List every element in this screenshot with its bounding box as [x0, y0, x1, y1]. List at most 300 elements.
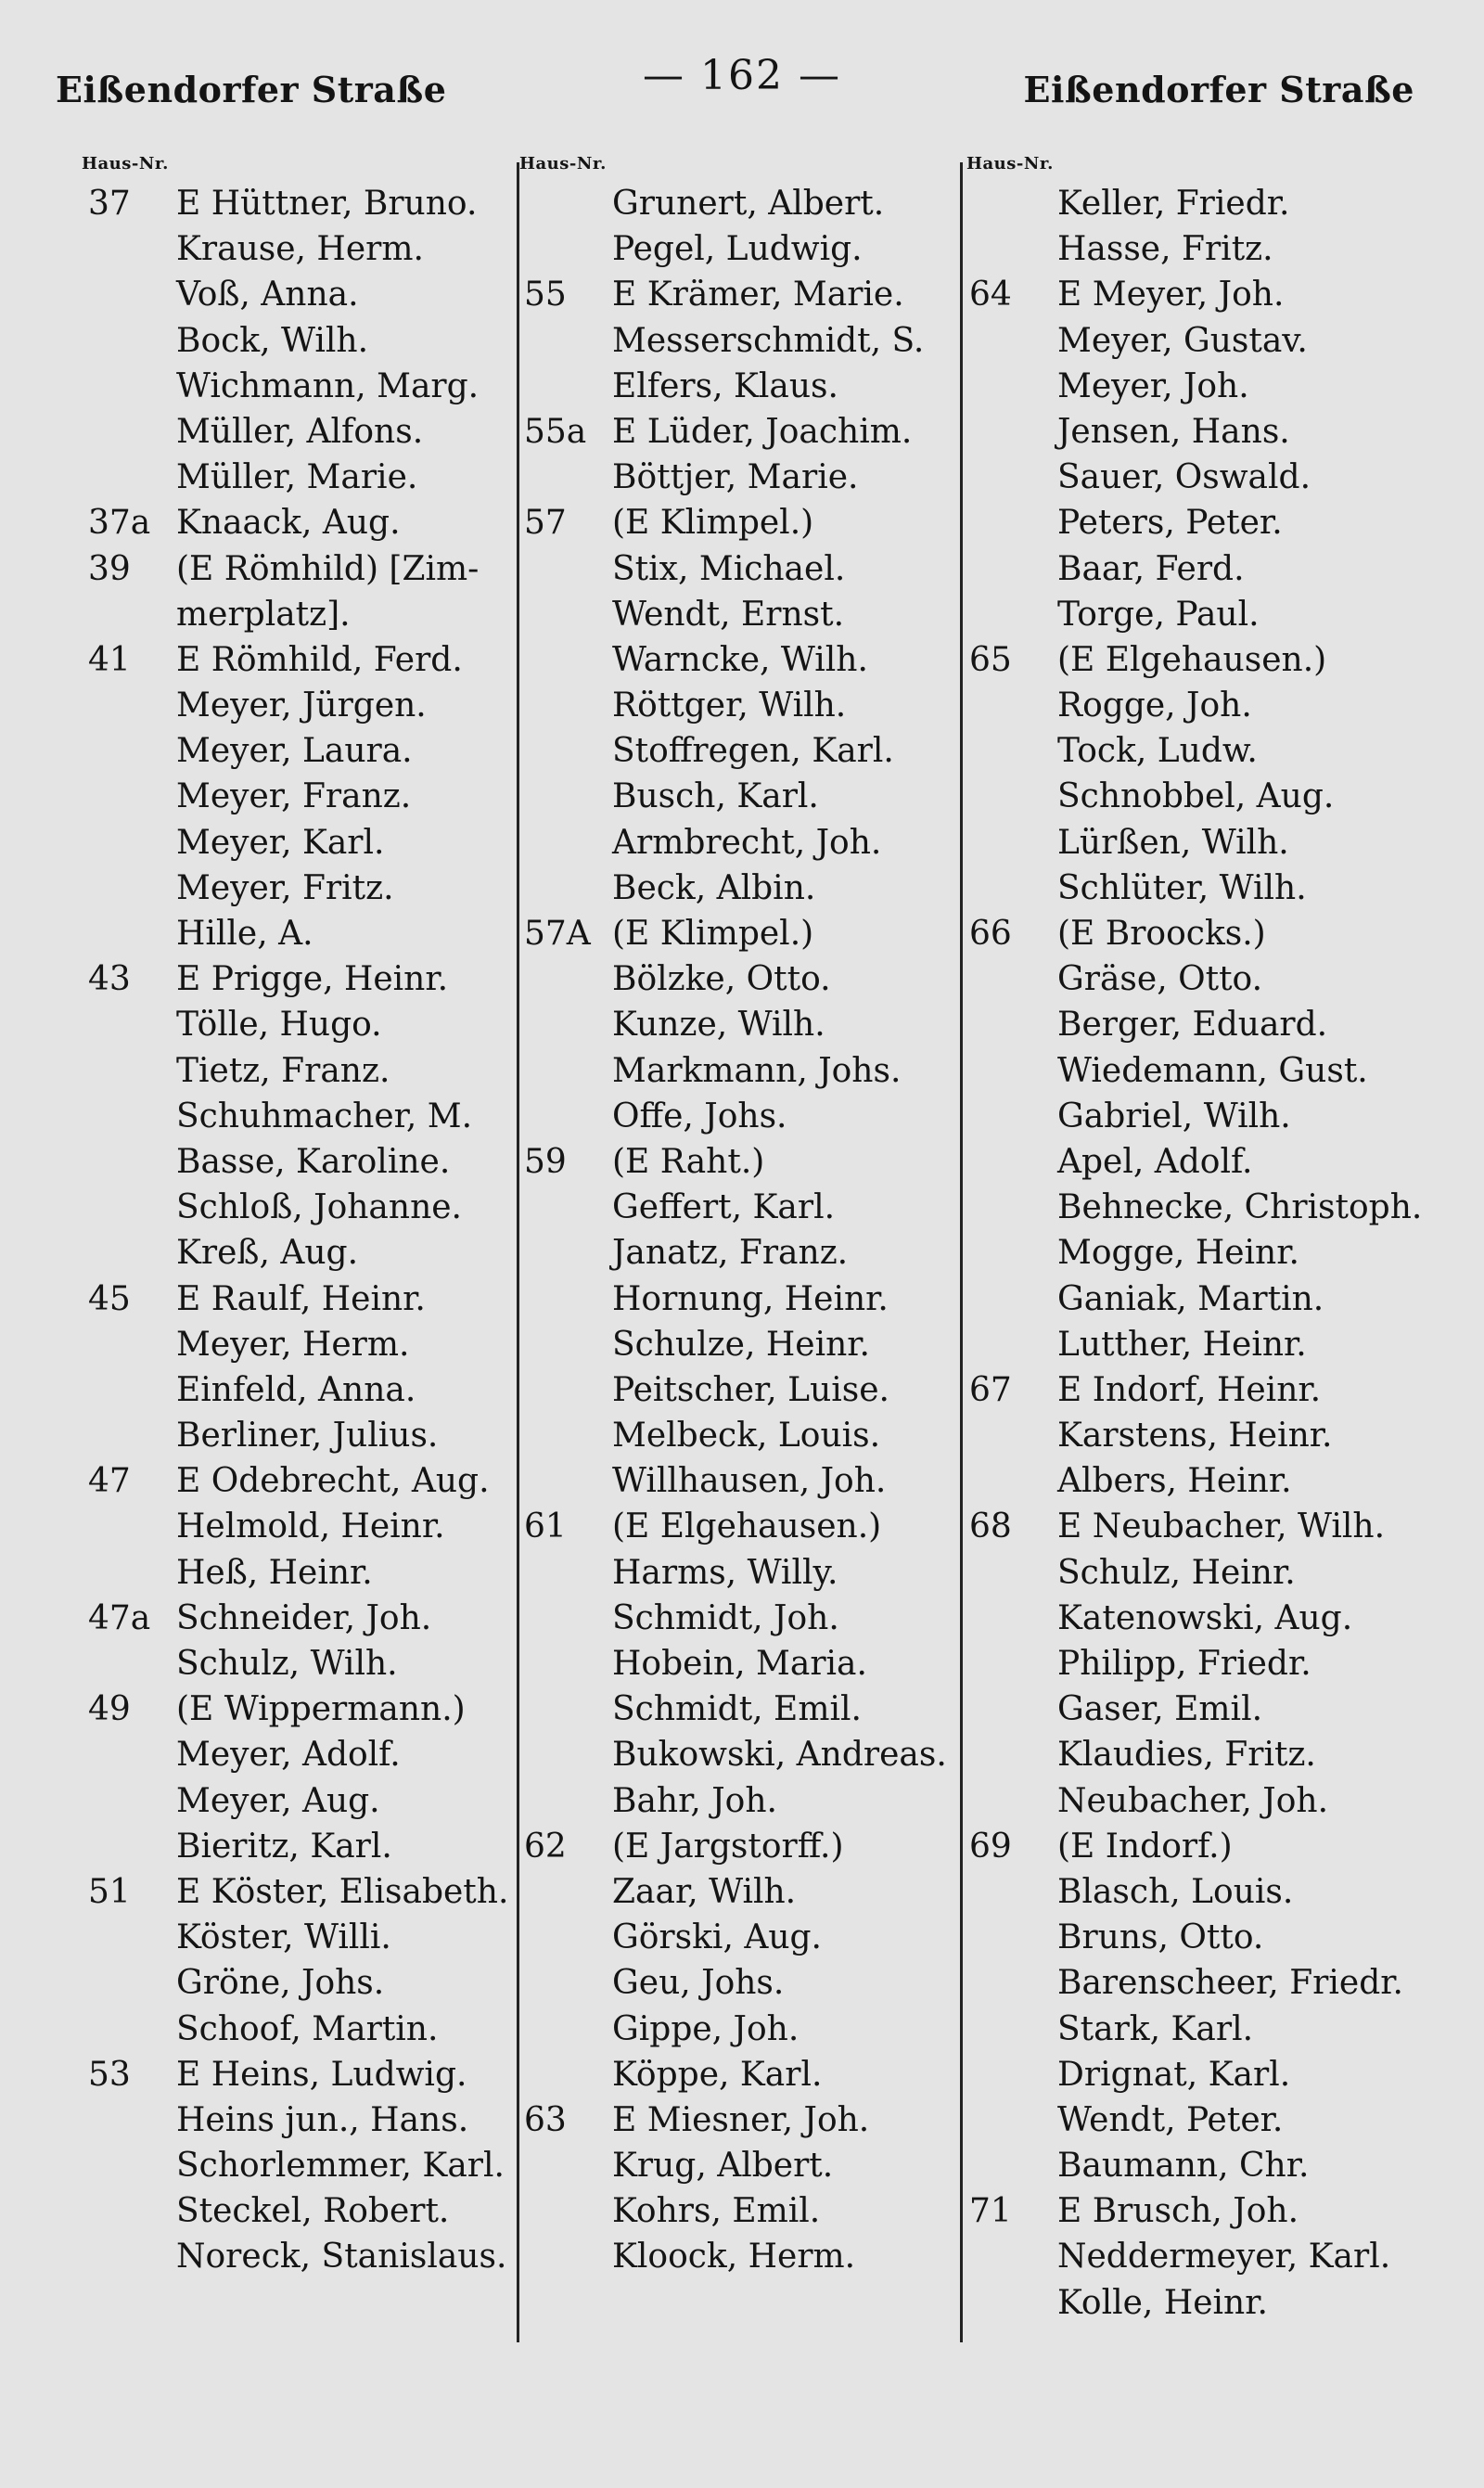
resident-name: Gröne, Johs.	[176, 1964, 385, 2003]
directory-entry	[524, 1732, 997, 1777]
resident-name: Müller, Marie.	[176, 458, 418, 497]
resident-name: E Miesner, Joh.	[612, 2100, 870, 2139]
directory-entry	[969, 1641, 1442, 1686]
resident-name: Drignat, Karl.	[1057, 2055, 1291, 2094]
resident-name: Stoffregen, Karl.	[612, 732, 894, 771]
resident-name: Heß, Heinr.	[176, 1553, 373, 1592]
resident-name: Melbeck, Louis.	[612, 1417, 881, 1456]
resident-name: Pegel, Ludwig.	[612, 230, 863, 269]
directory-entry	[524, 683, 997, 728]
directory-entry	[969, 1778, 1442, 1824]
resident-name: E Krämer, Marie.	[612, 276, 904, 314]
directory-entry	[524, 1596, 997, 1641]
resident-name: Kohrs, Emil.	[612, 2192, 821, 2231]
resident-name: Knaack, Aug.	[176, 504, 401, 543]
resident-name: (E Raht.)	[612, 1142, 765, 1181]
directory-entry	[88, 364, 561, 409]
directory-entry	[524, 2234, 997, 2279]
directory-entry	[524, 774, 997, 819]
resident-name: Berliner, Julius.	[176, 1417, 439, 1456]
house-number: 64	[969, 276, 1012, 314]
resident-name: Wiedemann, Gust.	[1057, 1051, 1368, 1090]
resident-name: Klaudies, Fritz.	[1057, 1736, 1316, 1775]
directory-entry	[969, 592, 1442, 637]
resident-name: Wendt, Peter.	[1057, 2100, 1284, 2139]
resident-name: Elfers, Klaus.	[612, 366, 838, 405]
resident-name: Stark, Karl.	[1057, 2009, 1254, 2048]
directory-entry	[88, 455, 561, 500]
resident-name: (E Indorf.)	[1057, 1827, 1233, 1866]
resident-name: Hille, A.	[176, 915, 313, 953]
directory-entry	[88, 2007, 561, 2052]
directory-entry	[969, 1869, 1442, 1915]
column-label: Haus-Nr.	[966, 154, 1054, 173]
resident-name: Blasch, Louis.	[1057, 1872, 1294, 1911]
directory-entry	[969, 1048, 1442, 1094]
resident-name: Schmidt, Joh.	[612, 1598, 839, 1637]
column-label: Haus-Nr.	[82, 154, 169, 173]
resident-name: Offe, Johs.	[612, 1097, 787, 1135]
resident-name: Bölzke, Otto.	[612, 960, 831, 999]
directory-entry	[88, 637, 561, 683]
house-number: 55a	[524, 412, 587, 451]
directory-entry	[969, 1596, 1442, 1641]
directory-entry	[969, 956, 1442, 1002]
resident-name: (E Broocks.)	[1057, 915, 1266, 953]
directory-entry	[969, 546, 1442, 592]
resident-name: Schloß, Johanne.	[176, 1188, 463, 1227]
resident-name: Stix, Michael.	[612, 549, 846, 588]
resident-name: Meyer, Jürgen.	[176, 686, 427, 725]
resident-name: Messerschmidt, S.	[612, 321, 925, 360]
directory-entry	[969, 911, 1442, 956]
directory-entry	[969, 2234, 1442, 2279]
directory-entry	[969, 2280, 1442, 2326]
directory-entry	[969, 1185, 1442, 1230]
directory-entry	[88, 1276, 561, 1322]
resident-name: Einfeld, Anna.	[176, 1370, 416, 1409]
directory-entry	[524, 1139, 997, 1185]
resident-name: Torge, Paul.	[1057, 595, 1260, 634]
directory-entry	[88, 1869, 561, 1915]
directory-entry	[969, 820, 1442, 866]
house-number: 37a	[88, 504, 151, 543]
directory-entry	[88, 1458, 561, 1504]
directory-entry	[524, 866, 997, 911]
house-number: 62	[524, 1827, 567, 1866]
resident-name: merplatz].	[176, 595, 351, 634]
resident-name: Bock, Wilh.	[176, 321, 369, 360]
resident-name: Tietz, Franz.	[176, 1051, 390, 1090]
resident-name: E Köster, Elisabeth.	[176, 1872, 509, 1911]
directory-entry	[524, 1504, 997, 1549]
resident-name: Wendt, Ernst.	[612, 595, 845, 634]
house-number: 68	[969, 1507, 1012, 1546]
directory-entry	[969, 683, 1442, 728]
directory-entry	[969, 1230, 1442, 1276]
resident-name: Busch, Karl.	[612, 777, 819, 816]
directory-entry	[524, 2188, 997, 2234]
resident-name: Janatz, Franz.	[612, 1234, 849, 1273]
resident-name: Baumann, Chr.	[1057, 2147, 1310, 2186]
house-number: 49	[88, 1690, 131, 1729]
directory-entry	[969, 1960, 1442, 2006]
resident-name: Behnecke, Christoph.	[1057, 1188, 1423, 1227]
house-number: 59	[524, 1142, 567, 1181]
resident-name: E Indorf, Heinr.	[1057, 1370, 1322, 1409]
directory-entry	[524, 546, 997, 592]
directory-entry	[969, 2143, 1442, 2188]
directory-entry	[969, 1504, 1442, 1549]
resident-name: Ganiak, Martin.	[1057, 1279, 1324, 1318]
directory-entry	[88, 911, 561, 956]
directory-entry	[524, 956, 997, 1002]
directory-entry	[524, 500, 997, 545]
resident-name: Steckel, Robert.	[176, 2192, 450, 2231]
directory-entry	[88, 1778, 561, 1824]
directory-entry	[969, 774, 1442, 819]
resident-name: (E Jargstorff.)	[612, 1827, 844, 1866]
resident-name: Zaar, Wilh.	[612, 1872, 797, 1911]
directory-entry	[88, 1824, 561, 1869]
house-number: 55	[524, 276, 567, 314]
directory-entry	[88, 2234, 561, 2279]
house-number: 57	[524, 504, 567, 543]
house-number: 69	[969, 1827, 1012, 1866]
resident-name: Lutther, Heinr.	[1057, 1325, 1307, 1364]
directory-entry	[88, 1139, 561, 1185]
directory-entry	[524, 364, 997, 409]
house-number: 63	[524, 2100, 567, 2139]
resident-name: Meyer, Gustav.	[1057, 321, 1308, 360]
directory-entry	[969, 272, 1442, 317]
resident-name: Jensen, Hans.	[1057, 412, 1290, 451]
house-number: 41	[88, 640, 131, 679]
resident-name: Bieritz, Karl.	[176, 1827, 392, 1866]
directory-entry	[969, 1915, 1442, 1960]
house-number: 67	[969, 1370, 1012, 1409]
resident-name: Meyer, Karl.	[176, 823, 385, 862]
directory-entry	[524, 409, 997, 455]
directory-entry	[88, 1596, 561, 1641]
resident-name: Katenowski, Aug.	[1057, 1598, 1353, 1637]
directory-entry	[88, 2143, 561, 2188]
directory-entry	[524, 820, 997, 866]
directory-entry	[969, 455, 1442, 500]
resident-name: Kolle, Heinr.	[1057, 2283, 1268, 2322]
address-column-1	[88, 153, 561, 2280]
resident-name: Kreß, Aug.	[176, 1234, 359, 1273]
resident-name: Köppe, Karl.	[612, 2055, 823, 2094]
directory-entry	[88, 1550, 561, 1596]
directory-entry	[969, 364, 1442, 409]
directory-entry	[524, 1185, 997, 1230]
directory-entry	[524, 1322, 997, 1367]
directory-entry	[524, 1276, 997, 1322]
resident-name: Schlüter, Wilh.	[1057, 868, 1307, 907]
resident-name: Meyer, Adolf.	[176, 1736, 401, 1775]
directory-entry	[969, 181, 1442, 226]
directory-entry	[88, 1230, 561, 1276]
resident-name: Neddermeyer, Karl.	[1057, 2238, 1391, 2276]
directory-entry	[524, 1824, 997, 1869]
resident-name: Schmidt, Emil.	[612, 1690, 862, 1729]
resident-name: Beck, Albin.	[612, 868, 816, 907]
directory-entry	[969, 1094, 1442, 1139]
directory-entry	[88, 728, 561, 774]
resident-name: E Hüttner, Bruno.	[176, 185, 478, 223]
resident-name: (E Elgehausen.)	[1057, 640, 1327, 679]
column-label: Haus-Nr.	[519, 154, 607, 173]
house-number: 39	[88, 549, 131, 588]
resident-name: E Heins, Ludwig.	[176, 2055, 467, 2094]
house-number: 51	[88, 1872, 131, 1911]
directory-entry	[524, 2052, 997, 2097]
house-number: 66	[969, 915, 1012, 953]
resident-name: Bruns, Otto.	[1057, 1918, 1264, 1957]
resident-name: Harms, Willy.	[612, 1553, 838, 1592]
directory-entry	[969, 226, 1442, 272]
resident-name: (E Klimpel.)	[612, 915, 814, 953]
directory-entry	[524, 1778, 997, 1824]
directory-entry	[88, 1641, 561, 1686]
directory-entry	[524, 1550, 997, 1596]
resident-name: Meyer, Joh.	[1057, 366, 1249, 405]
resident-name: Görski, Aug.	[612, 1918, 823, 1957]
directory-entry	[969, 2052, 1442, 2097]
resident-name: Meyer, Franz.	[176, 777, 412, 816]
directory-entry	[969, 1686, 1442, 1732]
directory-entry	[88, 181, 561, 226]
resident-name: Warncke, Wilh.	[612, 640, 868, 679]
resident-name: Meyer, Aug.	[176, 1781, 380, 1820]
directory-entry	[524, 1915, 997, 1960]
directory-entry	[524, 2143, 997, 2188]
resident-name: Schulz, Wilh.	[176, 1645, 398, 1683]
directory-entry	[969, 318, 1442, 364]
resident-name: Grunert, Albert.	[612, 185, 885, 223]
resident-name: Apel, Adolf.	[1057, 1142, 1253, 1181]
resident-name: Baar, Ferd.	[1057, 549, 1245, 588]
running-head-left: Eißendorfer Straße	[56, 69, 447, 110]
directory-entry	[88, 1413, 561, 1458]
resident-name: Heins jun., Hans.	[176, 2100, 469, 2139]
resident-name: E Odebrecht, Aug.	[176, 1462, 490, 1501]
directory-entry	[969, 1458, 1442, 1504]
resident-name: Kunze, Wilh.	[612, 1006, 825, 1045]
resident-name: Philipp, Friedr.	[1057, 1645, 1311, 1683]
resident-name: Tock, Ludw.	[1057, 732, 1258, 771]
directory-entry	[524, 1002, 997, 1047]
resident-name: E Meyer, Joh.	[1057, 276, 1285, 314]
house-number: 65	[969, 640, 1012, 679]
directory-entry	[88, 1960, 561, 2006]
resident-name: Lürßen, Wilh.	[1057, 823, 1289, 862]
directory-entry	[524, 1413, 997, 1458]
directory-entry	[88, 1002, 561, 1047]
directory-entry	[969, 2097, 1442, 2143]
directory-entry	[88, 318, 561, 364]
resident-name: Barenscheer, Friedr.	[1057, 1964, 1403, 2003]
resident-name: Schoof, Martin.	[176, 2009, 439, 2048]
directory-entry	[524, 1048, 997, 1094]
directory-entry	[969, 1367, 1442, 1413]
house-number: 47a	[88, 1598, 151, 1637]
directory-entry	[969, 728, 1442, 774]
resident-name: Köster, Willi.	[176, 1918, 391, 1957]
resident-name: Schulze, Heinr.	[612, 1325, 870, 1364]
directory-entry	[969, 2007, 1442, 2052]
directory-entry	[88, 546, 561, 592]
directory-entry	[88, 1915, 561, 1960]
resident-name: Meyer, Laura.	[176, 732, 413, 771]
resident-name: Kloock, Herm.	[612, 2238, 856, 2276]
directory-entry	[969, 1413, 1442, 1458]
resident-name: Gabriel, Wilh.	[1057, 1097, 1291, 1135]
resident-name: Armbrecht, Joh.	[612, 823, 882, 862]
directory-entry	[88, 2052, 561, 2097]
directory-entry	[524, 2097, 997, 2143]
resident-name: Voß, Anna.	[176, 276, 359, 314]
directory-entry	[88, 1686, 561, 1732]
directory-entry	[88, 409, 561, 455]
house-number: 57A	[524, 915, 591, 953]
directory-entry	[88, 1048, 561, 1094]
resident-name: Geu, Johs.	[612, 1964, 785, 2003]
house-number: 47	[88, 1462, 131, 1501]
directory-entry	[88, 683, 561, 728]
resident-name: Gräse, Otto.	[1057, 960, 1263, 999]
directory-entry	[524, 1458, 997, 1504]
resident-name: Basse, Karoline.	[176, 1142, 451, 1181]
resident-name: Peitscher, Luise.	[612, 1370, 889, 1409]
resident-name: (E Römhild) [Zim-	[176, 549, 480, 588]
page-number: — 162 —	[643, 52, 841, 99]
resident-name: Müller, Alfons.	[176, 412, 424, 451]
directory-entry	[969, 866, 1442, 911]
directory-entry	[524, 181, 997, 226]
resident-name: Keller, Friedr.	[1057, 185, 1290, 223]
house-number: 45	[88, 1279, 131, 1318]
directory-entry	[88, 820, 561, 866]
resident-name: Hobein, Maria.	[612, 1645, 867, 1683]
resident-name: Bukowski, Andreas.	[612, 1736, 947, 1775]
directory-entry	[969, 1732, 1442, 1777]
resident-name: Karstens, Heinr.	[1057, 1417, 1333, 1456]
directory-entry	[969, 409, 1442, 455]
directory-entry	[88, 500, 561, 545]
resident-name: Albers, Heinr.	[1057, 1462, 1292, 1501]
directory-entry	[524, 226, 997, 272]
resident-name: E Römhild, Ferd.	[176, 640, 463, 679]
directory-entry	[88, 1367, 561, 1413]
directory-entry	[524, 728, 997, 774]
directory-entry	[88, 592, 561, 637]
resident-name: Geffert, Karl.	[612, 1188, 836, 1227]
resident-name: Willhausen, Joh.	[612, 1462, 887, 1501]
directory-entry	[524, 592, 997, 637]
resident-name: Helmold, Heinr.	[176, 1507, 445, 1546]
directory-entry	[969, 1139, 1442, 1185]
directory-entry	[524, 1960, 997, 2006]
resident-name: Tölle, Hugo.	[176, 1006, 382, 1045]
directory-entry	[88, 1185, 561, 1230]
directory-entry	[969, 1824, 1442, 1869]
directory-entry	[88, 774, 561, 819]
directory-entry	[88, 1322, 561, 1367]
directory-entry	[969, 637, 1442, 683]
house-number: 37	[88, 185, 131, 223]
resident-name: Sauer, Oswald.	[1057, 458, 1311, 497]
resident-name: Markmann, Johs.	[612, 1051, 902, 1090]
resident-name: (E Elgehausen.)	[612, 1507, 882, 1546]
directory-entry	[88, 2097, 561, 2143]
directory-entry	[524, 455, 997, 500]
directory-entry	[524, 911, 997, 956]
directory-entry	[969, 2188, 1442, 2234]
resident-name: Böttjer, Marie.	[612, 458, 859, 497]
resident-name: Hornung, Heinr.	[612, 1279, 889, 1318]
directory-entry	[524, 1230, 997, 1276]
resident-name: Schorlemmer, Karl.	[176, 2147, 505, 2186]
house-number: 53	[88, 2055, 131, 2094]
address-column-2	[524, 153, 997, 2280]
resident-name: Krug, Albert.	[612, 2147, 834, 2186]
running-head-right: Eißendorfer Straße	[1023, 69, 1414, 110]
house-number: 61	[524, 1507, 567, 1546]
directory-entry	[524, 318, 997, 364]
resident-name: Hasse, Fritz.	[1057, 230, 1273, 269]
directory-entry	[969, 500, 1442, 545]
resident-name: Schulz, Heinr.	[1057, 1553, 1296, 1592]
resident-name: Schneider, Joh.	[176, 1598, 432, 1637]
resident-name: Rogge, Joh.	[1057, 686, 1252, 725]
resident-name: Neubacher, Joh.	[1057, 1781, 1329, 1820]
directory-entry	[969, 1550, 1442, 1596]
resident-name: E Raulf, Heinr.	[176, 1279, 426, 1318]
resident-name: Mogge, Heinr.	[1057, 1234, 1299, 1273]
resident-name: (E Wippermann.)	[176, 1690, 466, 1729]
directory-entry	[88, 1732, 561, 1777]
address-column-3	[969, 153, 1442, 2326]
resident-name: Bahr, Joh.	[612, 1781, 777, 1820]
resident-name: Schuhmacher, M.	[176, 1097, 473, 1135]
directory-entry	[524, 2007, 997, 2052]
directory-entry	[524, 1869, 997, 1915]
resident-name: E Brusch, Joh.	[1057, 2192, 1299, 2231]
directory-entry	[524, 1094, 997, 1139]
directory-entry	[969, 1322, 1442, 1367]
house-number: 43	[88, 960, 131, 999]
resident-name: Meyer, Fritz.	[176, 868, 394, 907]
directory-entry	[524, 637, 997, 683]
resident-name: Peters, Peter.	[1057, 504, 1283, 543]
resident-name: Krause, Herm.	[176, 230, 424, 269]
directory-entry	[88, 866, 561, 911]
directory-entry	[524, 1641, 997, 1686]
directory-entry	[524, 272, 997, 317]
house-number: 71	[969, 2192, 1012, 2231]
resident-name: Schnobbel, Aug.	[1057, 777, 1335, 816]
resident-name: (E Klimpel.)	[612, 504, 814, 543]
directory-entry	[969, 1276, 1442, 1322]
directory-entry	[88, 1094, 561, 1139]
directory-entry	[969, 1002, 1442, 1047]
directory-entry	[88, 1504, 561, 1549]
resident-name: Noreck, Stanislaus.	[176, 2238, 507, 2276]
directory-entry	[88, 956, 561, 1002]
resident-name: Röttger, Wilh.	[612, 686, 847, 725]
